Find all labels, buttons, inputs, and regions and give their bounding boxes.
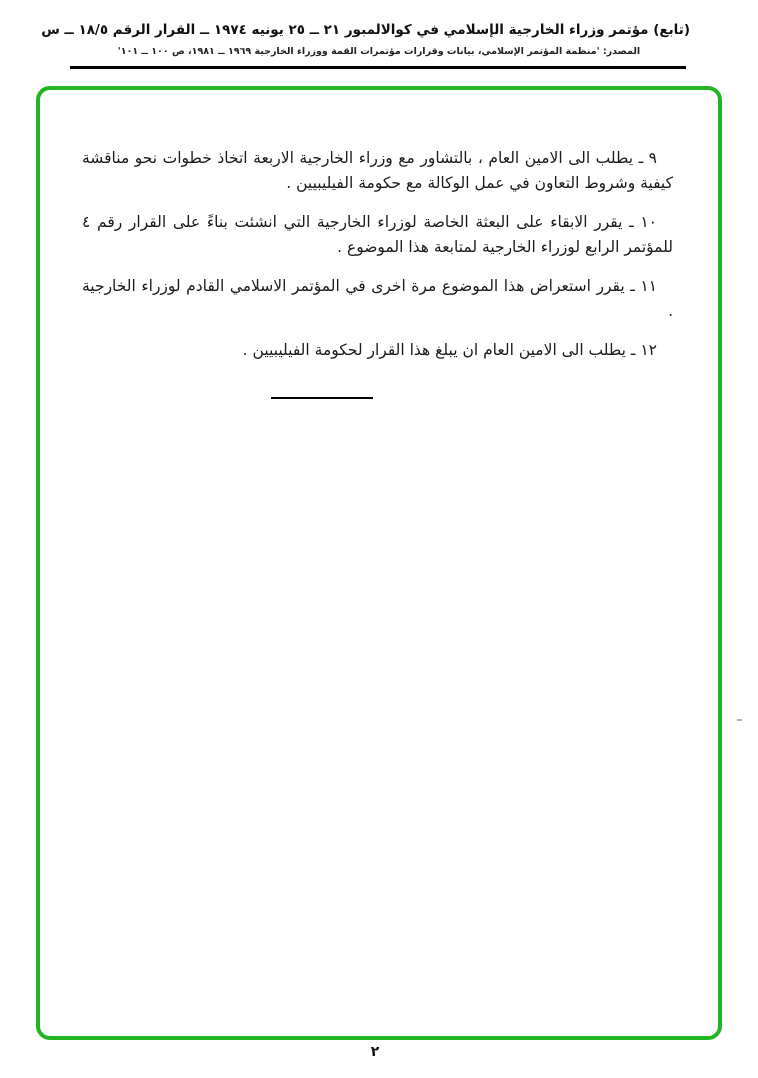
content-border-box	[36, 86, 722, 1040]
paragraph-item-11: ١١ ـ يقرر استعراض هذا الموضوع مرة اخرى في المؤتمر الاسلامي القادم لوزراء الخارجية .	[82, 277, 673, 320]
document-title: (تابع) مؤتمر وزراء الخارجية الإسلامي في كوالالمبور ٢١ ــ ٢٥ يونيه ١٩٧٤ ــ القرار الرقم ١٨/٥ ــ س	[41, 22, 690, 38]
section-end-divider	[271, 397, 373, 399]
paragraph-item-10: ١٠ ـ يقرر الابقاء على البعثة الخاصة لوزراء الخارجية التي انشئت بناءً على القرار رقم ٤ للمؤتمر الرابع لوزراء الخارجية لمتابعة هذا الموضوع .	[82, 213, 673, 256]
document-source-line: المصدر: 'منظمة المؤتمر الإسلامي، بيانات وقرارات مؤتمرات القمة ووزراء الخارجية ١٩٦٩ ــ ١٩٨١، ص ١٠٠ ــ ١٠١'	[117, 46, 641, 57]
paragraph-item-12: ١٢ ـ يطلب الى الامين العام ان يبلغ هذا القرار لحكومة الفيليبيين .	[242, 341, 657, 359]
header-divider-rule	[70, 66, 686, 69]
page-number: ٢	[370, 1044, 380, 1060]
paragraph-item-9: ٩ ـ يطلب الى الامين العام ، بالتشاور مع وزراء الخارجية الاربعة اتخاذ خطوات نحو مناقشة كيفية وشروط التعاون في عمل الوكالة مع حكومة الفيليبيين .	[82, 149, 673, 192]
document-body	[82, 146, 673, 399]
page-header	[41, 22, 690, 57]
scan-artifact-mark	[737, 719, 742, 721]
